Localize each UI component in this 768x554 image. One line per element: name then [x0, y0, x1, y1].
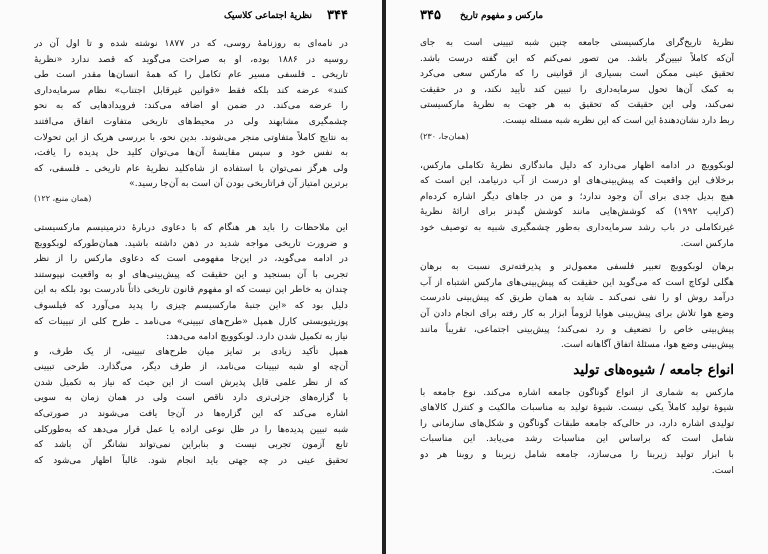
left-page — [0, 0, 382, 554]
quote-line: تحقیق عینی ممکن است بسیاری از قوانینی را که مارکس سعی می‌کرد — [420, 69, 734, 80]
text-line: پیش‌بینی وضع هوا، مسئلهٔ اتفاق آگاهانه است. — [560, 339, 734, 351]
text-line: هگلی لوکاچ است که می‌گوید این حقیقت که پیش‌بینی‌های مارکس اشتباه از آب — [420, 276, 734, 288]
right-page-body — [420, 36, 734, 478]
quote-line: آن‌که کاملاً تبیین‌گر باشد. من تصور نمی‌کنم که این گفته درست باشد. — [420, 53, 734, 64]
right-paragraph-3 — [420, 385, 734, 479]
text-line: را عرضه می‌کند. در ضمن او اضافه می‌کند: فرویدادهایی که به نحو — [34, 100, 348, 112]
quote-line: با گزاره‌های جزئی‌تری دارد ناقص است ولی در همان زمان به سویی — [34, 393, 348, 404]
text-line: برخلاف این واقعیت که پیش‌بینی‌های او درست از آب درنیامد، این است که — [420, 175, 734, 187]
text-line: هیچ بدیل جدی برای آن وجود ندارد؛ و من در جاهای دیگر اشاره کرده‌ام — [420, 190, 734, 202]
right-block-quote — [420, 36, 734, 130]
right-running-title: مارکس و مفهوم تاریخ — [460, 11, 544, 21]
text-line: غیرتکاملی در باب رشد سرمایه‌داری به‌طور چشمگیری شبیه به توصیف خود — [420, 221, 734, 233]
quote-line: به کمک آن‌ها تحول سرمایه‌داری را تبیین کند تأیید نکند، و در حقیقت — [420, 84, 734, 95]
text-line: و ضرورت تاریخی مواجه شدید در ذهن داشته باشید. همان‌طورکه لوبکوویچ — [34, 237, 348, 249]
left-paragraph-1 — [34, 36, 348, 192]
right-page-number: ۳۴۵ — [420, 8, 441, 23]
text-line: مارکس است. — [680, 237, 734, 249]
text-line: با ابزار تولید زیربنا را می‌سازد، جامعه شامل زیربنا و روبنا هر دو — [420, 449, 734, 461]
text-line: شامل است که براساس این مناسبات رشد می‌یابد. این مناسبات — [420, 433, 734, 445]
section-heading: انواع جامعه / شیوه‌های تولید — [573, 361, 734, 378]
text-line: (کرایب ۱۹۹۲) که کوشش‌هایی مانند کوشش گیدنز برای ارائهٔ نظریهٔ — [420, 206, 734, 218]
text-line: کنند» عرضه کند بلکه فقط «قوانین غیرقابل اجتناب» نظام سرمایه‌داری — [34, 84, 348, 96]
left-paragraph-2 — [34, 220, 348, 345]
text-line: چشمگیری مشابهند ولی در محیط‌های تاریخی متفاوت اتفاق می‌افتند — [34, 115, 348, 127]
right-page — [386, 0, 768, 554]
text-line: تولیدی اشاره دارد، در حالی‌که جامعه طبقات گوناگون و شکل‌های سازمانی را — [420, 417, 734, 429]
quote-line: نمی‌کند، ولی این حقیقت که تحقیق به هر جهت به نظریهٔ مارکسیستی — [420, 100, 734, 111]
left-running-title: نظریهٔ اجتماعی کلاسیک — [223, 11, 312, 21]
text-line: درآمد روش او را نفی نمی‌کند ـ شاید به همان طریق که پیش‌بینی نادرست — [420, 292, 734, 304]
right-paragraph-1 — [420, 158, 734, 252]
left-citation-1: (همان منبع، ۱۲۲) — [34, 193, 92, 203]
quote-line: که از نظر علمی قابل پذیرش است از این حیث که نیاز به تکمیل شدن — [34, 377, 348, 388]
right-page-header — [420, 10, 734, 28]
quote-line: نظریهٔ تاریخ‌گرای مارکسیستی جامعه چنین شبه تبیینی است به جای — [420, 38, 734, 48]
text-line: در ادامه می‌گوید، در این‌جا مفهومی است که دعاوی مارکس را از نظر — [34, 253, 348, 265]
left-block-quote — [34, 345, 348, 470]
text-line: لوبکوویچ در ادامه اظهار می‌دارد که دلیل ماندگاری نظریهٔ تکاملی مارکس، — [420, 159, 734, 171]
left-page-number: ۳۴۴ — [327, 8, 348, 23]
left-page-header — [34, 10, 348, 28]
quote-line: تابع آزمون تجربی نیست و بنابراین نمی‌تواند نشانگر آن باشد که — [34, 440, 348, 451]
text-line: در نامه‌ای به روزنامهٔ روسی، که در ۱۸۷۷ نوشته شده و تا اول آن در — [34, 38, 348, 49]
quote-line: شبه تبیین پدیده‌ها را در ظل نوعی اراده یا عمل قرار می‌دهد که به‌طورکلی — [34, 424, 348, 435]
text-line: ولی هرگز نمی‌توان با استفاده از شاه‌کلید نظریهٔ عام تاریخی ـ فلسفی، که — [34, 162, 348, 174]
quote-line: همپل تأکید زیادی بر تمایز میان طرح‌های تبیینی، از یک طرف، و — [34, 346, 348, 357]
quote-line: اشاره می‌کند که این گزاره‌ها در آن‌جا یافت می‌شوند در صورتی‌که — [34, 409, 348, 420]
quote-line: آن‌چه او شبه تبیینات می‌نامد، از طرف دیگر، می‌گذارد. طرحی تبیینی — [34, 362, 348, 373]
text-line: برهان لوبکوویچ تعبیر فلسفی معمول‌تر و پذیرفته‌تری نسبت به برهان — [420, 261, 734, 273]
text-line: به نتایج کاملاً متفاوتی منجر می‌شوند. بدین نحو، با بررسی هریک از این تحولات — [34, 131, 348, 143]
right-paragraph-2 — [420, 259, 734, 353]
quote-line: ربط دارد نشان‌دهندهٔ این است که این نظریه شبه مسئله نیست. — [502, 115, 734, 126]
text-line: پوزیتیویستی کارل همپل «طرح‌های تبیینی» می‌نامد ـ طرح کلی از تبیینات که — [34, 315, 348, 327]
text-line: نیاز به تکمیل شدن دارد. لوبکوویچ ادامه می‌دهد: — [166, 331, 348, 343]
left-page-body — [34, 36, 348, 469]
text-line: است. — [711, 464, 734, 476]
text-line: تاریخی ـ فلسفی مسیر عام تکامل را که همهٔ انسان‌ها مقدر است طی — [34, 69, 348, 81]
text-line: وضع هوا تلاش برای پیش‌بینی هوایا لزوماً ابزار به کار رفته برای انجام دادن آن — [420, 307, 734, 319]
right-citation: (همان‌جا، ۲۳۰) — [420, 131, 469, 141]
text-line: روسیه در ۱۸۸۶ بوده، او به صراحت می‌گوید که قصد ندارد «نظریهٔ — [34, 53, 348, 65]
quote-line: تحقیق عینی در چه جهتی باید انجام شود. غالباً اظهار می‌شود که — [34, 455, 348, 466]
text-line: چندان به خاطر این نیست که او مفهوم قانون تاریخی ذاتاً نادرست بود بلکه به این — [34, 284, 348, 296]
text-line: تجربی با آن بسنجید و این حقیقت که پیش‌بینی‌های او به واقعیت نپیوستند — [34, 268, 348, 280]
text-line: شیوهٔ تولید کاملاً یکی نیست. شیوهٔ تولید به مناسبات مالکیت و کنترل کالاهای — [420, 402, 734, 414]
text-line: دلیل بود که «این جنبهٔ مارکسیسم چیزی را پدید می‌آورد که فیلسوف — [34, 299, 348, 311]
text-line: به نفس خود و سپس مقایسهٔ آن‌ها می‌توان کلید حل پدیده را یافت، — [34, 147, 348, 159]
text-line: مارکس به شماری از انواع گوناگون جامعه اشاره می‌کند. نوع جامعه با — [420, 386, 734, 398]
text-line: این ملاحظات را باید هر هنگام که با دعاوی دربارهٔ دترمینیسم مارکسیستی — [34, 221, 348, 233]
text-line: پیش‌بینی خاص را تضعیف و رد نمی‌کند؛ پیش‌بینی اجتماعی، تقریباً مانند — [420, 323, 734, 335]
text-line: برترین امتیاز آن فراتاریخی بودن آن است به آن‌جا رسید.» — [129, 178, 348, 190]
